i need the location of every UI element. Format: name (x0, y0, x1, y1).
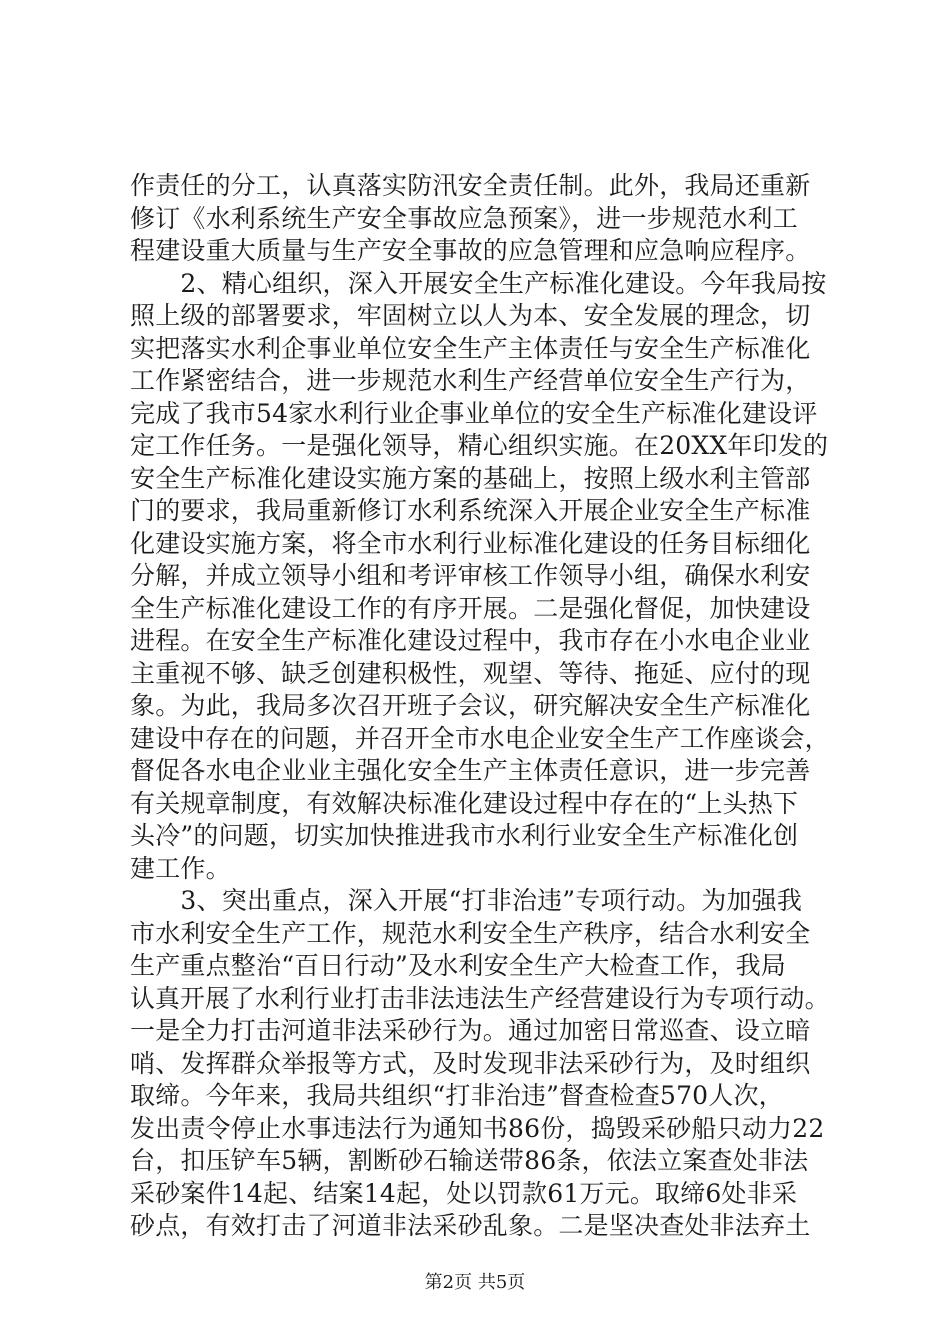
text-line: 主重视不够、缺乏创建积极性，观望、等待、拖延、应付的现 (130, 658, 811, 688)
text-line: 进程。在安全生产标准化建设过程中，我市存在小水电企业业 (130, 626, 811, 655)
text-line: 程建设重大质量与生产安全事故的应急管理和应急响应程序。 (130, 236, 811, 265)
text-line: 象。为此，我局多次召开班子会议，研究解决安全生产标准化 (130, 691, 811, 720)
text-line: 化建设实施方案，将全市水利行业标准化建设的任务目标细化 (130, 528, 811, 558)
text-line: 定工作任务。一是强化领导，精心组织实施。在20XX年印发的 (130, 431, 829, 460)
text-line: 照上级的部署要求，牢固树立以人为本、安全发展的理念，切 (130, 301, 811, 330)
text-line: 建工作。 (130, 853, 231, 883)
text-line: 3、突出重点，深入开展“打非治违”专项行动。为加强我 (130, 886, 803, 915)
text-line: 分解，并成立领导小组和考评审核工作领导小组，确保水利安 (130, 561, 811, 590)
text-line: 头冷”的问题，切实加快推进我市水利行业安全生产标准化创 (130, 821, 799, 850)
text-line: 门的要求，我局重新修订水利系统深入开展企业安全生产标准 (130, 496, 811, 525)
text-line: 工作紧密结合，进一步规范水利生产经营单位安全生产行为， (130, 366, 811, 395)
text-line: 安全生产标准化建设实施方案的基础上，按照上级水利主管部 (130, 463, 811, 493)
text-line: 2、精心组织，深入开展安全生产标准化建设。今年我局按 (130, 268, 827, 298)
text-line: 采砂案件14起、结案14起，处以罚款61万元。取缔6处非采 (130, 1178, 798, 1208)
text-line: 全生产标准化建设工作的有序开展。二是强化督促，加快建设 (130, 593, 811, 623)
text-line: 认真开展了水利行业打击非法违法生产经营建设行为专项行动。 (130, 983, 830, 1013)
text-line: 取缔。今年来，我局共组织“打非治违”督查检查570人次， (130, 1081, 784, 1110)
text-line: 生产重点整治“百日行动”及水利安全生产大检查工作，我局 (130, 951, 786, 980)
text-line: 建设中存在的问题，并召开全市水电企业安全生产工作座谈会， (130, 723, 830, 753)
text-line: 修订《水利系统生产安全事故应急预案》，进一步规范水利工 (130, 203, 798, 233)
text-line: 完成了我市54家水利行业企事业单位的安全生产标准化建设评 (130, 398, 818, 428)
text-line: 有关规章制度，有效解决标准化建设过程中存在的“上头热下 (130, 788, 799, 818)
text-line: 督促各水电企业业主强化安全生产主体责任意识，进一步完善 (130, 756, 811, 785)
text-line: 台，扣压铲车5辆，割断砂石输送带86条，依法立案查处非法 (130, 1146, 809, 1175)
page-footer: 第2页 共5页 (424, 1272, 526, 1293)
text-line: 一是全力打击河道非法采砂行为。通过加密日常巡查、设立暗 (130, 1016, 811, 1045)
text-line: 作责任的分工，认真落实防汛安全责任制。此外，我局还重新 (130, 171, 811, 200)
text-line: 实把落实水利企事业单位安全生产主体责任与安全生产标准化 (130, 333, 811, 363)
text-line: 哨、发挥群众举报等方式，及时发现非法采砂行为，及时组织 (130, 1048, 811, 1078)
text-line: 市水利安全生产工作，规范水利安全生产秩序，结合水利安全 (130, 918, 811, 948)
text-line: 发出责令停止水事违法行为通知书86份，捣毁采砂船只动力22 (130, 1113, 825, 1143)
text-line: 砂点，有效打击了河道非法采砂乱象。二是坚决查处非法弃土 (130, 1211, 811, 1240)
document-body (130, 170, 830, 1243)
